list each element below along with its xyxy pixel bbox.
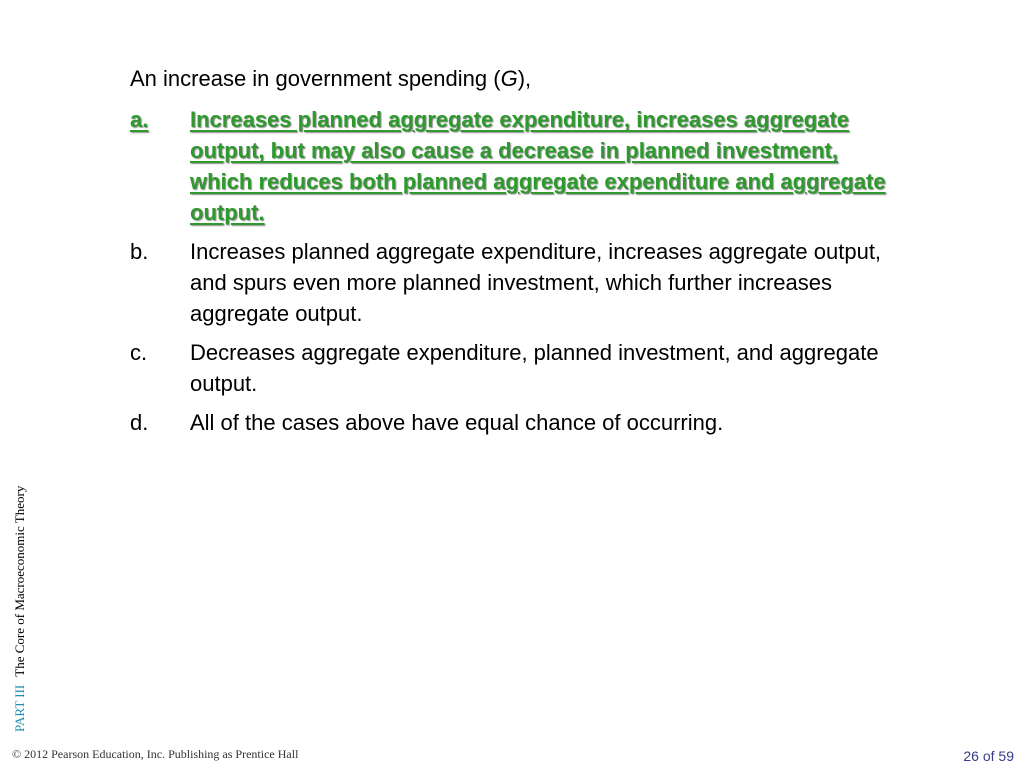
question-prefix: An increase in government spending ( (130, 66, 501, 91)
option-text: Increases planned aggregate expenditure, increases aggregate output, but may also cause a decrease in planned investment, which reduces both planned aggregate expenditure and aggregate output. (190, 107, 886, 225)
part-title: The Core of Macroeconomic Theory (12, 485, 27, 677)
question-suffix: ), (517, 66, 532, 91)
option-letter: c. (130, 340, 148, 365)
option-text: All of the cases above have equal chance of occurring. (190, 410, 724, 435)
option-letter: d. (130, 410, 149, 435)
part-label: PART III (12, 684, 27, 732)
question-symbol: G (500, 66, 518, 91)
sidebar-rotated-text (12, 486, 28, 732)
option-d (130, 407, 890, 438)
page-number: 26 of 59 (963, 748, 1014, 764)
option-text: Increases planned aggregate expenditure, increases aggregate output, and spurs even more planned investment, which further increases aggregate output. (190, 239, 882, 326)
option-text: Decreases aggregate expenditure, planned investment, and aggregate output. (190, 340, 879, 396)
copyright-footer: © 2012 Pearson Education, Inc. Publishing as Prentice Hall (12, 747, 299, 761)
option-a (130, 104, 890, 228)
option-letter: a. (130, 107, 149, 132)
answer-options (130, 104, 890, 446)
option-c (130, 337, 890, 399)
question-text (130, 64, 531, 94)
option-b (130, 236, 890, 329)
sidebar-part-label (10, 412, 32, 732)
option-letter: b. (130, 239, 149, 264)
